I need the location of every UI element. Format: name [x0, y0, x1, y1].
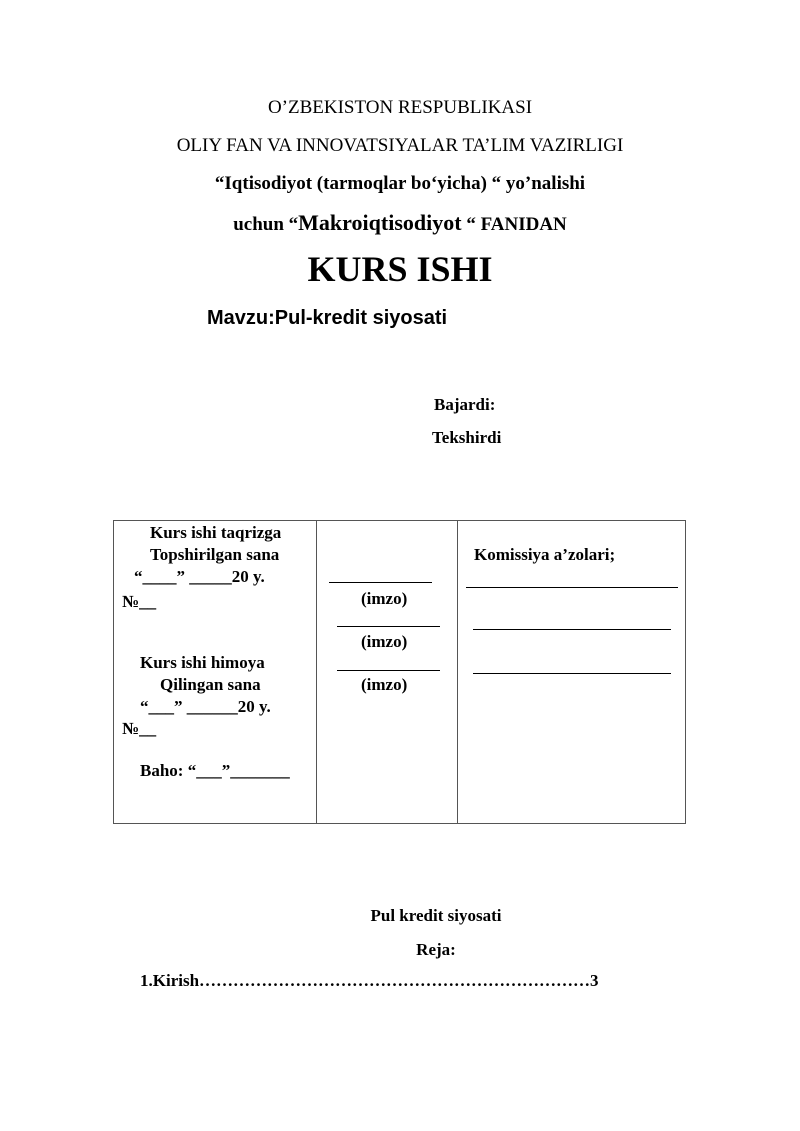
program-direction: “Iqtisodiyot (tarmoqlar bo‘yicha) “ yo’nalishi [214, 173, 586, 194]
signature-line [329, 582, 432, 583]
toc-item: 1.Kirish……………………………………………………………3 [140, 971, 599, 990]
page-title: KURS ISHI [307, 249, 493, 289]
submit-date-label: Topshirilgan sana [150, 545, 280, 564]
defense-date-label: Qilingan sana [160, 675, 261, 694]
commission-heading: Komissiya a’zolari; [474, 545, 616, 564]
subject-name: Makroiqtisodiyot [298, 210, 462, 235]
signature-table [113, 520, 686, 824]
signature-label: (imzo) [361, 589, 408, 608]
ministry-name: OLIY FAN VA INNOVATSIYALAR TA’LIM VAZIRLIGI [176, 135, 624, 156]
submit-date-field: “____” _____20 y. [134, 567, 265, 586]
commission-line [473, 629, 671, 630]
defense-date-field: “___” ______20 y. [140, 697, 271, 716]
plan-title: Pul kredit siyosati [370, 906, 502, 925]
topic: Mavzu:Pul-kredit siyosati [207, 307, 448, 329]
review-label: Kurs ishi taqrizga [150, 523, 282, 542]
commission-line [473, 673, 671, 674]
signature-line [337, 670, 440, 671]
defense-number-field: №__ [122, 719, 157, 738]
defense-label: Kurs ishi himoya [140, 653, 265, 672]
ministry-country: O’ZBEKISTON RESPUBLIKASI [267, 97, 533, 118]
table-divider [316, 521, 317, 823]
plan-subtitle: Reja: [416, 940, 456, 959]
submit-number-field: №__ [122, 592, 157, 611]
subject-prefix: uchun “ [233, 214, 299, 235]
subject-suffix: “ FANIDAN [461, 214, 567, 235]
checked-by-label: Tekshirdi [432, 428, 502, 447]
signature-label: (imzo) [361, 632, 408, 651]
subject-line [0, 210, 800, 236]
commission-line [466, 587, 678, 588]
grade-field: Baho: “___”_______ [140, 761, 290, 780]
signature-label: (imzo) [361, 675, 408, 694]
performed-by-label: Bajardi: [434, 395, 496, 414]
signature-line [337, 626, 440, 627]
table-divider [457, 521, 458, 823]
